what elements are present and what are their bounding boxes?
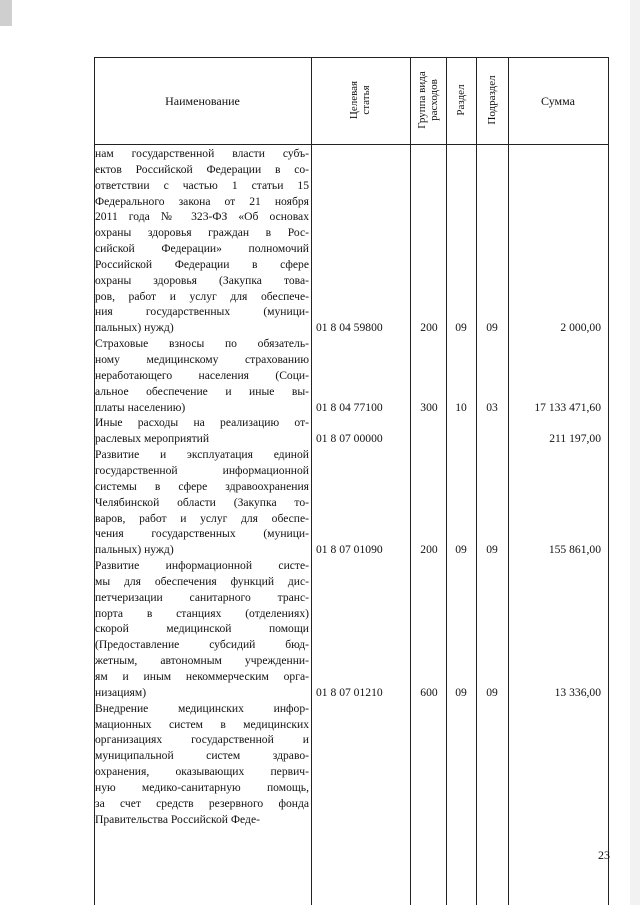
row-name-line: Иные расходы на реализацию от-	[95, 416, 309, 430]
row-subsection: 09	[486, 685, 498, 699]
row-name-line: охраны здоровья (Закупка това-	[95, 273, 309, 287]
row-name-line: скорой медицинской помощи	[95, 622, 309, 636]
row-name-line: ров, работ и услуг для обеспече-	[95, 289, 309, 303]
column-divider-subsection	[508, 57, 509, 905]
row-name-line: петчеризации санитарного транс-	[95, 590, 309, 604]
header-section	[455, 84, 467, 115]
column-divider-section	[476, 57, 477, 905]
row-subsection: 03	[486, 400, 498, 414]
row-name-line: чения государственных (муници-	[95, 527, 309, 541]
header-bottom-border	[94, 144, 609, 145]
row-expense-group: 200	[420, 543, 438, 557]
row-name-line: (Предоставление субсидий бюд-	[95, 638, 309, 652]
header-target-article	[348, 81, 372, 119]
row-section: 09	[455, 321, 467, 335]
table-right-border	[608, 57, 609, 905]
row-name-line: охраны здоровья граждан в Рос-	[95, 226, 309, 240]
header-name: Наименование	[165, 94, 240, 108]
row-name-line: ектов Российской Федерации в со-	[95, 162, 309, 176]
row-sum: 211 197,00	[549, 432, 601, 446]
row-name-line: низациям)	[95, 685, 147, 699]
row-sum: 2 000,00	[560, 321, 601, 335]
column-divider-code	[410, 57, 411, 905]
row-name-line: ям и иным некоммерческим орга-	[95, 670, 309, 683]
row-name-line: системы в сфере здравоохранения	[95, 479, 309, 493]
row-name-line: 2011 года № 323-ФЗ «Об основах	[95, 210, 309, 224]
row-name-line: мы для обеспечения функций дис-	[95, 574, 309, 588]
row-sum: 155 861,00	[548, 543, 601, 557]
row-name-line: неработающего населения (Соци-	[95, 368, 309, 382]
row-name-line: Правительства Российской Феде-	[95, 812, 260, 826]
row-name-line: Челябинской области (Закупка то-	[95, 495, 309, 509]
row-name-line: мационных систем в медицинских	[95, 717, 309, 731]
row-section: 09	[455, 685, 467, 699]
row-section: 09	[455, 543, 467, 557]
row-name	[95, 558, 309, 701]
header-group-line-2: расходов	[428, 79, 440, 121]
header-sum: Сумма	[541, 94, 575, 108]
header-subsection-label: Подраздел	[486, 75, 498, 125]
row-name-line: ному медицинскому страхованию	[95, 353, 309, 367]
row-expense-group: 300	[420, 400, 438, 414]
row-name-line: Федерального закона от 21 ноября	[95, 194, 309, 208]
row-name-line: за счет средств резервного фонда	[95, 796, 309, 810]
row-target-article: 01 8 07 00000	[316, 432, 383, 446]
header-target-line-2: статья	[360, 85, 372, 115]
header-section-label: Раздел	[455, 84, 467, 116]
column-divider-group	[446, 57, 447, 905]
row-name	[95, 447, 309, 558]
column-divider-name	[311, 57, 312, 905]
row-name-line: организациях государственной и	[95, 733, 309, 747]
row-subsection: 09	[486, 321, 498, 335]
row-name-line: платы населению)	[95, 400, 186, 414]
row-name-line: государственной информационной	[95, 463, 309, 477]
row-name-line: альное обеспечение и иные вы-	[95, 384, 309, 398]
row-name-line: муниципальной систем здраво-	[95, 749, 309, 763]
row-name-line: варов, работ и услуг для обеспе-	[95, 511, 309, 525]
row-name	[95, 415, 309, 447]
row-name-line: нам государственной власти субъ-	[95, 147, 309, 160]
row-name-line: Внедрение медицинских инфор-	[95, 701, 309, 715]
row-name-line: Развитие и эксплуатация единой	[95, 448, 309, 462]
row-name-line: ответствии с частью 1 статьи 15	[95, 178, 309, 192]
row-name-line: пальных) нужд)	[95, 543, 174, 557]
row-target-article: 01 8 04 59800	[316, 321, 383, 335]
header-subsection	[486, 75, 498, 124]
row-name-line: охранения, оказывающих первич-	[95, 765, 309, 779]
row-sum: 13 336,00	[554, 685, 601, 699]
row-section: 10	[455, 400, 467, 414]
row-target-article: 01 8 04 77100	[316, 400, 383, 414]
row-expense-group: 600	[420, 685, 438, 699]
row-subsection: 09	[486, 543, 498, 557]
row-target-article: 01 8 07 01210	[316, 685, 383, 699]
row-target-article: 01 8 07 01090	[316, 543, 383, 557]
row-name	[95, 701, 309, 828]
row-name-line: жетным, автономным учрежденни-	[95, 654, 309, 668]
page-number: 23	[598, 848, 610, 862]
row-name	[95, 146, 309, 336]
header-expense-group	[416, 71, 440, 129]
row-name-line: ния государственных (муници-	[95, 305, 309, 319]
row-sum: 17 133 471,60	[534, 400, 601, 414]
row-name-line: Страховые взносы по обязатель-	[95, 337, 309, 351]
row-name-line: ную медико-санитарную помощь,	[95, 780, 309, 794]
row-name-line: раслевых мероприятий	[95, 432, 210, 446]
header-target-line-1: Целевая	[348, 80, 360, 120]
row-name-line: пальных) нужд)	[95, 321, 174, 335]
row-name-line: Развитие информационной систе-	[95, 559, 309, 573]
row-expense-group: 200	[420, 321, 438, 335]
table-top-border	[94, 57, 609, 58]
header-group-line-1: Группа вида	[416, 71, 428, 129]
row-name	[95, 336, 309, 415]
row-name-line: сийской Федерации» полномочий	[95, 242, 309, 256]
row-name-line: Российской Федерации в сфере	[95, 257, 309, 271]
row-name-line: порта в станциях (отделениях)	[95, 606, 309, 620]
